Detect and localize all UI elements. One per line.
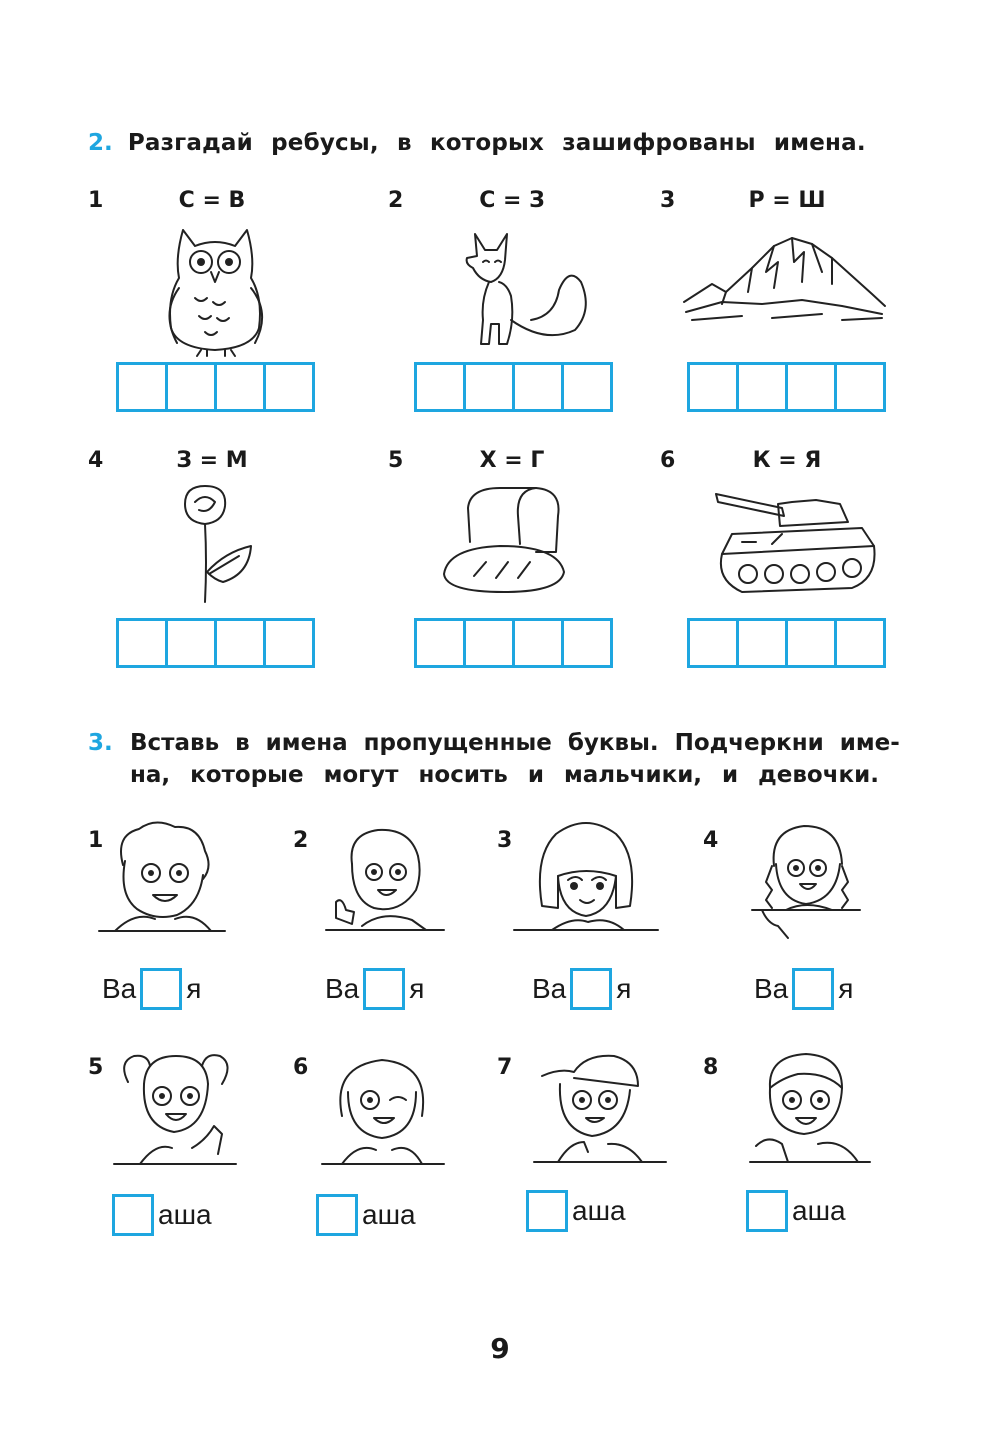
name-row xyxy=(312,1194,416,1236)
name-suffix: я xyxy=(409,973,425,1004)
answer-cell[interactable] xyxy=(266,621,312,665)
name-row xyxy=(532,968,631,1010)
missing-letter-box[interactable] xyxy=(140,968,182,1010)
missing-letter-box[interactable] xyxy=(746,1190,788,1232)
task2-number: 2. xyxy=(88,130,113,156)
answer-cell[interactable] xyxy=(168,365,217,409)
task2-header xyxy=(88,130,866,156)
boy-curly-icon xyxy=(95,815,230,945)
name-row xyxy=(742,1190,846,1232)
name-prefix: Ва xyxy=(325,973,360,1004)
boy-smile-icon xyxy=(748,1044,873,1169)
task3-header xyxy=(88,728,900,798)
answer-cell[interactable] xyxy=(690,365,739,409)
answer-cell[interactable] xyxy=(837,621,883,665)
answer-cell[interactable] xyxy=(564,621,610,665)
name-suffix: аша xyxy=(792,1195,846,1226)
answer-cell[interactable] xyxy=(417,621,466,665)
name-suffix: аша xyxy=(362,1199,416,1230)
rose-icon xyxy=(165,482,265,607)
answer-cell[interactable] xyxy=(837,365,883,409)
rebus-rule: С = З xyxy=(479,188,545,213)
name-prefix: Ва xyxy=(754,973,789,1004)
answer-boxes[interactable] xyxy=(116,618,315,668)
girl-wink-icon xyxy=(318,1046,448,1171)
tank-icon xyxy=(712,488,882,603)
name-row xyxy=(102,968,201,1010)
missing-letter-box[interactable] xyxy=(316,1194,358,1236)
boy-cap-icon xyxy=(530,1046,670,1171)
bread-icon xyxy=(440,482,570,597)
item-number: 6 xyxy=(660,448,676,473)
fox-icon xyxy=(455,220,595,350)
rebus-rule: Р = Ш xyxy=(748,188,826,213)
answer-cell[interactable] xyxy=(564,365,610,409)
boy-thumbs-up-icon xyxy=(322,820,447,945)
answer-boxes[interactable] xyxy=(116,362,315,412)
name-prefix: Ва xyxy=(102,973,137,1004)
mountain-icon xyxy=(682,232,887,327)
name-row xyxy=(325,968,424,1010)
item-number: 6 xyxy=(293,1055,309,1080)
answer-cell[interactable] xyxy=(466,365,515,409)
name-row xyxy=(522,1190,626,1232)
item-number: 3 xyxy=(660,188,676,213)
name-suffix: аша xyxy=(572,1195,626,1226)
name-row xyxy=(754,968,853,1010)
task2-text: Разгадай ребусы, в которых зашифрованы имена. xyxy=(127,130,866,156)
item-number: 1 xyxy=(88,828,104,853)
answer-cell[interactable] xyxy=(417,365,466,409)
rebus-rule: С = В xyxy=(178,188,246,213)
rebus-rule: К = Я xyxy=(752,448,822,473)
item-number: 4 xyxy=(88,448,104,473)
girl-pigtails-icon xyxy=(110,1042,240,1172)
item-number: 2 xyxy=(293,828,309,853)
answer-cell[interactable] xyxy=(739,365,788,409)
page-number: 9 xyxy=(490,1332,510,1365)
name-suffix: я xyxy=(838,973,854,1004)
name-suffix: аша xyxy=(158,1199,212,1230)
name-suffix: я xyxy=(186,973,202,1004)
name-row xyxy=(108,1194,212,1236)
answer-cell[interactable] xyxy=(515,621,564,665)
answer-cell[interactable] xyxy=(739,621,788,665)
answer-cell[interactable] xyxy=(168,621,217,665)
answer-cell[interactable] xyxy=(217,365,266,409)
answer-cell[interactable] xyxy=(119,365,168,409)
answer-boxes[interactable] xyxy=(414,362,613,412)
missing-letter-box[interactable] xyxy=(570,968,612,1010)
girl-braids-icon xyxy=(748,814,868,944)
item-number: 1 xyxy=(88,188,104,213)
item-number: 3 xyxy=(497,828,513,853)
missing-letter-box[interactable] xyxy=(792,968,834,1010)
answer-cell[interactable] xyxy=(266,365,312,409)
answer-boxes[interactable] xyxy=(687,618,886,668)
answer-boxes[interactable] xyxy=(414,618,613,668)
answer-cell[interactable] xyxy=(217,621,266,665)
task3-line1: Вставь в имена пропущенные буквы. Подчеркни име- xyxy=(130,730,900,756)
answer-cell[interactable] xyxy=(466,621,515,665)
answer-cell[interactable] xyxy=(119,621,168,665)
name-suffix: я xyxy=(616,973,632,1004)
answer-cell[interactable] xyxy=(690,621,739,665)
answer-cell[interactable] xyxy=(788,621,837,665)
missing-letter-box[interactable] xyxy=(363,968,405,1010)
rebus-rule: Х = Г xyxy=(479,448,545,473)
item-number: 8 xyxy=(703,1055,719,1080)
rebus-rule: З = М xyxy=(176,448,248,473)
item-number: 2 xyxy=(388,188,404,213)
owl-icon xyxy=(155,218,275,358)
missing-letter-box[interactable] xyxy=(526,1190,568,1232)
task3-number: 3. xyxy=(88,730,113,756)
answer-cell[interactable] xyxy=(515,365,564,409)
girl-bob-icon xyxy=(512,816,662,941)
answer-cell[interactable] xyxy=(788,365,837,409)
item-number: 5 xyxy=(88,1055,104,1080)
item-number: 4 xyxy=(703,828,719,853)
name-prefix: Ва xyxy=(532,973,567,1004)
item-number: 5 xyxy=(388,448,404,473)
missing-letter-box[interactable] xyxy=(112,1194,154,1236)
item-number: 7 xyxy=(497,1055,513,1080)
task3-line2: на, которые могут носить и мальчики, и девочки. xyxy=(130,762,879,788)
answer-boxes[interactable] xyxy=(687,362,886,412)
